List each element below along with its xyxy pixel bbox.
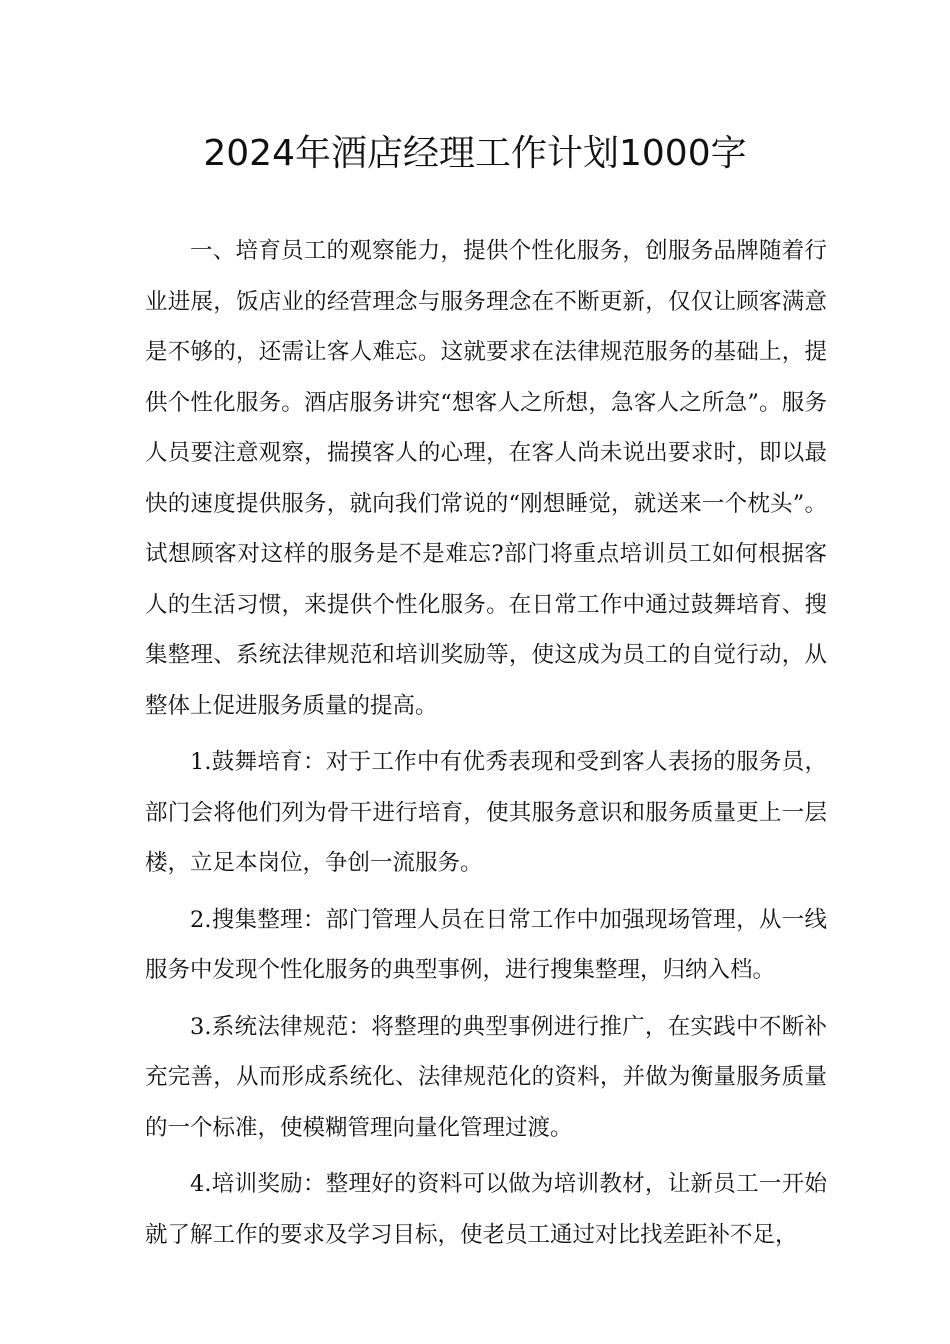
paragraph-item-3: 3.系统法律规范：将整理的典型事例进行推广，在实践中不断补充完善，从而形成系统化、法律规范化的资料，并做为衡量服务质量的一个标准，使模糊管理向量化管理过渡。 [145, 1013, 827, 1141]
paragraph-item-1: 1.鼓舞培育：对于工作中有优秀表现和受到客人表扬的服务员，部门会将他们列为骨干进行培育，使其服务意识和服务质量更上一层楼，立足本岗位，争创一流服务。 [145, 749, 827, 876]
paragraph-intro: 一、培育员工的观察能力，提供个性化服务，创服务品牌随着行业进展，饭店业的经营理念与服务理念在不断更新，仅仅让顾客满意是不够的，还需让客人难忘。这就要求在法律规范服务的基础上，提供个性化服务。酒店服务讲究“想客人之所想，急客人之所急”。服务人员要注意观察，揣摸客人的心理，在客人尚未说出要求时，即以最快的速度提供服务，就向我们常说的“刚想睡觉，就送来一个枕头”。试想顾客对这样的服务是不是难忘?部门将重点培训员工如何根据客人的生活习惯，来提供个性化服务。在日常工作中通过鼓舞培育、搜集整理、系统法律规范和培训奖励等，使这成为员工的自觉行动，从整体上促进服务质量的提高。 [145, 238, 827, 719]
paragraph-item-4: 4.培训奖励：整理好的资料可以做为培训教材，让新员工一开始就了解工作的要求及学习目标，使老员工通过对比找差距补不足， [145, 1171, 827, 1248]
document-title: 2024年酒店经理工作计划1000字 [203, 133, 747, 174]
paragraph-item-2: 2.搜集整理：部门管理人员在日常工作中加强现场管理，从一线服务中发现个性化服务的典型事例，进行搜集整理，归纳入档。 [145, 906, 827, 983]
document-body [145, 226, 827, 1260]
